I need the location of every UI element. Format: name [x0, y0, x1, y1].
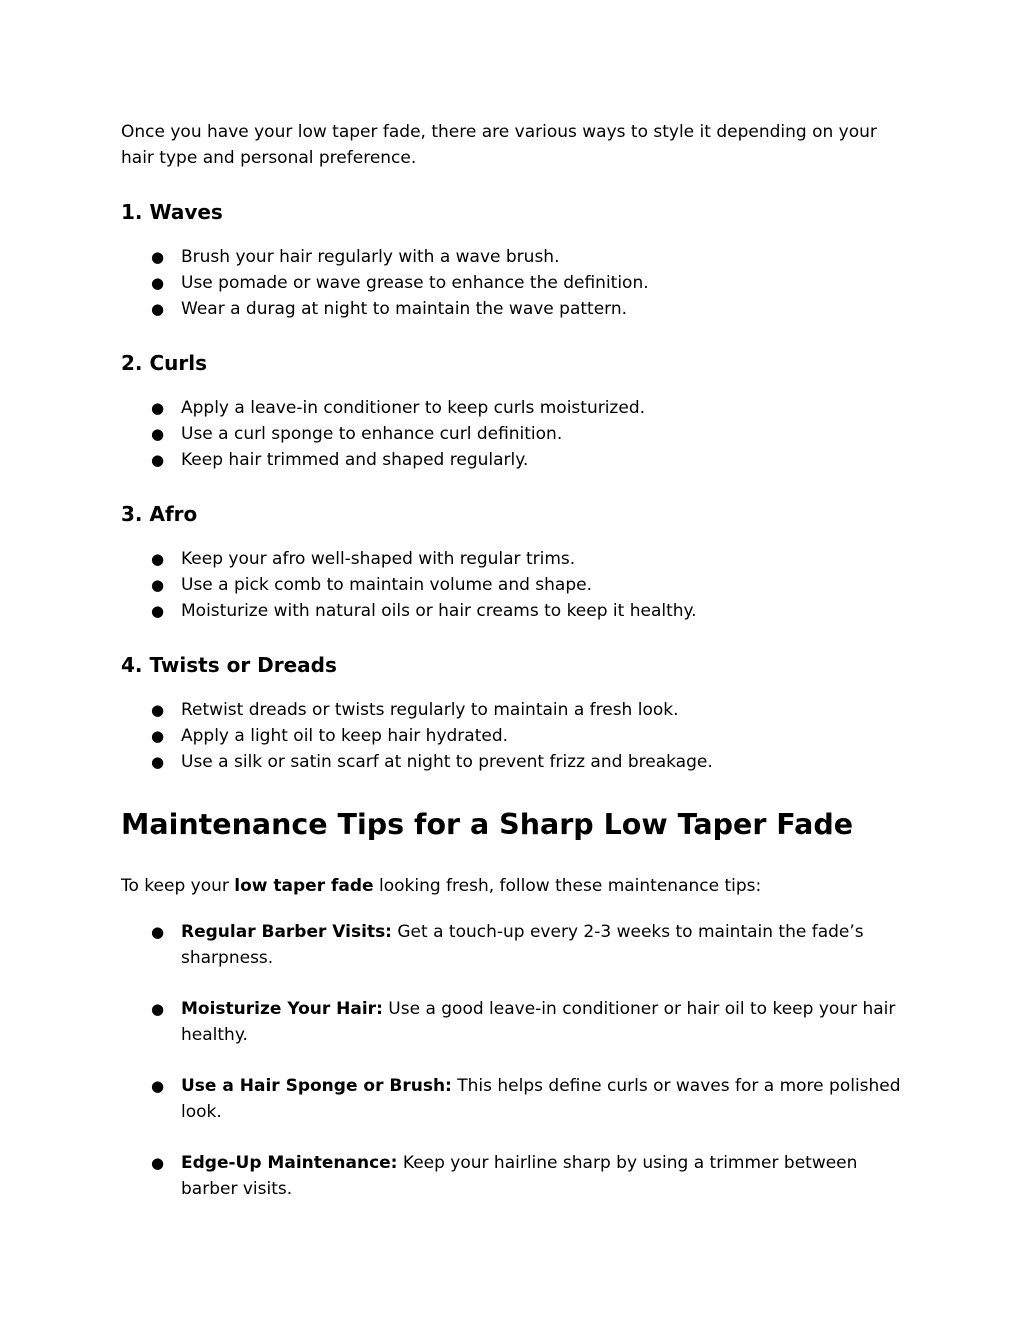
maintenance-tips-list	[121, 919, 911, 1202]
tip-title: Use a Hair Sponge or Brush:	[181, 1076, 452, 1096]
list-item: ● Keep hair trimmed and shaped regularly.	[121, 447, 911, 473]
tip-title: Regular Barber Visits:	[181, 922, 392, 942]
bullet-icon: ●	[151, 753, 165, 771]
bullet-icon: ●	[151, 399, 165, 417]
bullet-icon: ●	[151, 550, 165, 568]
list-item: ● Brush your hair regularly with a wave brush.	[121, 244, 911, 270]
list-item: ● Use a pick comb to maintain volume and shape.	[121, 572, 911, 598]
bullet-icon: ●	[151, 451, 165, 469]
list-item: ● Retwist dreads or twists regularly to maintain a fresh look.	[121, 697, 911, 723]
list-item: ● Wear a durag at night to maintain the wave pattern.	[121, 296, 911, 322]
list-item: ● Apply a light oil to keep hair hydrated.	[121, 723, 911, 749]
bullet-icon: ●	[151, 1000, 165, 1018]
tip-item	[121, 996, 911, 1048]
bullet-icon: ●	[151, 923, 165, 941]
maintenance-intro: To keep your low taper fade looking fresh, follow these maintenance tips:	[121, 876, 762, 896]
list-item: ● Use pomade or wave grease to enhance the definition.	[121, 270, 911, 296]
list-item: ● Use a curl sponge to enhance curl definition.	[121, 421, 911, 447]
list-item: ● Apply a leave-in conditioner to keep curls moisturized.	[121, 395, 911, 421]
tip-text: Use a good leave-in conditioner or hair oil to keep your hair healthy.	[181, 999, 896, 1045]
intro-paragraph: Once you have your low taper fade, there are various ways to style it depending on your hair type and personal preference.	[121, 122, 877, 168]
tip-title: Moisturize Your Hair:	[181, 999, 383, 1019]
maintenance-intro-bold: low taper fade	[234, 876, 374, 896]
twists-dreads-list	[121, 697, 911, 775]
bullet-icon: ●	[151, 602, 165, 620]
section-heading-afro: 3. Afro	[121, 502, 198, 526]
tip-text: This helps define curls or waves for a more polished look.	[181, 1076, 901, 1122]
maintenance-heading: Maintenance Tips for a Sharp Low Taper Fade	[121, 808, 854, 841]
bullet-icon: ●	[151, 727, 165, 745]
bullet-icon: ●	[151, 701, 165, 719]
tip-item	[121, 1150, 911, 1202]
list-item: ● Moisturize with natural oils or hair creams to keep it healthy.	[121, 598, 911, 624]
section-heading-curls: 2. Curls	[121, 351, 208, 375]
section-heading-waves: 1. Waves	[121, 200, 223, 224]
section-heading-twists-dreads: 4. Twists or Dreads	[121, 653, 337, 677]
bullet-icon: ●	[151, 274, 165, 292]
bullet-icon: ●	[151, 425, 165, 443]
bullet-icon: ●	[151, 1154, 165, 1172]
tip-item	[121, 1073, 911, 1125]
waves-list	[121, 244, 911, 322]
bullet-icon: ●	[151, 300, 165, 318]
bullet-icon: ●	[151, 248, 165, 266]
tip-text: Keep your hairline sharp by using a trimmer between barber visits.	[181, 1153, 858, 1199]
list-item: ● Use a silk or satin scarf at night to prevent frizz and breakage.	[121, 749, 911, 775]
curls-list	[121, 395, 911, 473]
bullet-icon: ●	[151, 576, 165, 594]
list-item: ● Keep your afro well-shaped with regular trims.	[121, 546, 911, 572]
tip-text: Get a touch-up every 2-3 weeks to maintain the fade’s sharpness.	[181, 922, 864, 968]
document-page	[121, 119, 911, 1227]
afro-list	[121, 546, 911, 624]
tip-title: Edge-Up Maintenance:	[181, 1153, 398, 1173]
tip-item	[121, 919, 911, 971]
bullet-icon: ●	[151, 1077, 165, 1095]
